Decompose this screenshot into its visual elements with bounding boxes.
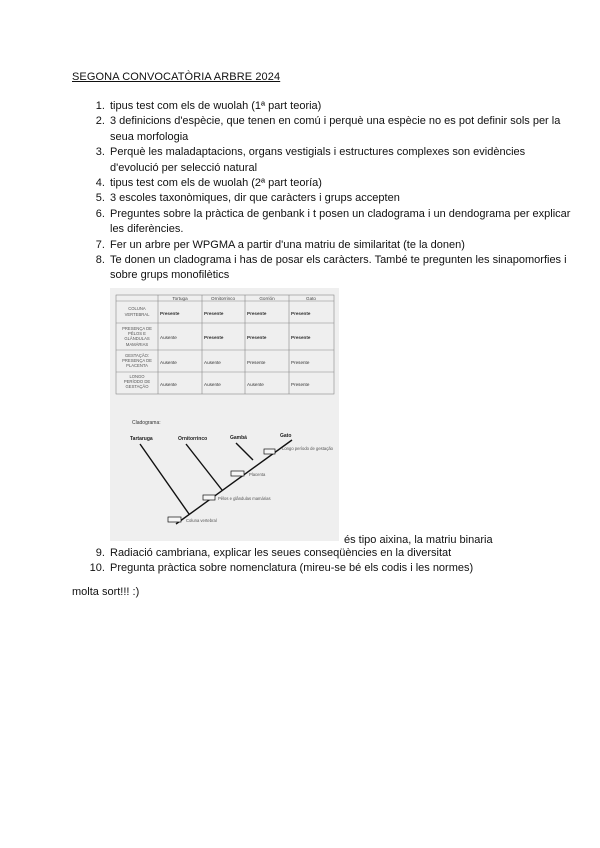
row-label-line: PLACENTA bbox=[126, 362, 148, 368]
list-item: 9. Radiació cambriana, explicar les seues conseqüències en la diversitat bbox=[108, 546, 573, 561]
character-mark bbox=[231, 471, 244, 476]
taxon-label: Gato bbox=[280, 432, 292, 439]
figure-row bbox=[110, 288, 573, 546]
row-label-line: GLÂNDULAS bbox=[124, 335, 150, 341]
taxon-label: Gambá bbox=[230, 434, 247, 441]
row-label-line: PRESENÇA DE bbox=[122, 325, 152, 331]
figure-image bbox=[110, 288, 339, 541]
table-cell: Presente bbox=[204, 334, 224, 340]
page-title: SEGONA CONVOCATÒRIA ARBRE 2024 bbox=[72, 71, 281, 83]
list-item: 2. 3 definicions d'espècie, que tenen en comú i perquè una espècie no es pot definir sols per la seua morfologia bbox=[108, 114, 573, 145]
character-label: Placenta bbox=[249, 471, 266, 477]
table-header: Ornitorrinco bbox=[211, 295, 235, 301]
table-cell: Presente bbox=[291, 310, 311, 316]
question-list bbox=[72, 99, 573, 577]
row-label-line: PERÍODO DE bbox=[123, 378, 151, 384]
table-cell: Presente bbox=[247, 334, 267, 340]
row-label-line: GESTAÇÃO: bbox=[124, 352, 150, 358]
table-cell: Ausente bbox=[247, 381, 264, 387]
list-item: 3. Perquè les maladaptacions, organs vestigials i estructures complexes son evidències d'evolució per selecció natural bbox=[108, 145, 573, 176]
list-item: 10. Pregunta pràctica sobre nomenclatura (mireu-se bé els codis i les normes) bbox=[108, 561, 573, 576]
row-label-line: GESTAÇÃO bbox=[125, 383, 149, 389]
row-label-line: VERTEBRAL bbox=[124, 311, 150, 317]
row-label-line: PRESENÇA DE bbox=[122, 357, 152, 363]
list-item: 5. 3 escoles taxonòmiques, dir que caràcters i grups accepten bbox=[108, 191, 573, 206]
table-cell: Presente bbox=[291, 359, 310, 365]
table-cell: Presente bbox=[291, 381, 310, 387]
table-and-cladogram-figure bbox=[110, 288, 339, 541]
table-header: Tortuga bbox=[172, 295, 188, 301]
table-cell: Ausente bbox=[204, 381, 221, 387]
list-item: 1. tipus test com els de wuolah (1ª part teoria) bbox=[108, 99, 573, 114]
character-mark bbox=[203, 495, 215, 500]
character-label: Pêlos e glândulas mamárias bbox=[218, 495, 271, 501]
table-cell: Ausente bbox=[160, 381, 177, 387]
table-cell: Presente bbox=[204, 310, 224, 316]
taxon-label: Tartaruga bbox=[130, 435, 153, 442]
table-cell: Ausente bbox=[160, 359, 177, 365]
character-label: Longo período de gestação bbox=[282, 445, 333, 451]
row-label-line: MAMÁRIAS bbox=[125, 341, 149, 347]
row-label-line: COLUNA bbox=[128, 305, 146, 311]
figure-caption: és tipo aixina, la matriu binaria bbox=[344, 534, 493, 547]
row-label-line: PÊLOS E bbox=[128, 330, 146, 336]
table-cell: Presente bbox=[247, 310, 267, 316]
list-item-text: Te donen un cladograma i has de posar els caràcters. També te pregunten les sinapomorfies i sobre grups monofilètics bbox=[110, 254, 567, 282]
taxon-label: Ornitorrinco bbox=[178, 435, 208, 442]
table-cell: Ausente bbox=[204, 359, 221, 365]
list-item: 6. Preguntes sobre la pràctica de genbank i t posen un cladograma i un dendograma per explicar les diferències. bbox=[108, 207, 573, 238]
table-cell: Presente bbox=[247, 359, 266, 365]
character-mark bbox=[168, 517, 181, 522]
list-item: 4. tipus test com els de wuolah (2ª part teoría) bbox=[108, 176, 573, 191]
list-item: 7. Fer un arbre per WPGMA a partir d'una matriu de similaritat (te la donen) bbox=[108, 238, 573, 253]
table-header: Gato bbox=[306, 295, 316, 301]
character-mark bbox=[264, 449, 275, 454]
character-label: Coluna vertebral bbox=[186, 517, 217, 523]
table-header: Gorrión bbox=[259, 295, 275, 301]
list-item-with-figure bbox=[108, 253, 573, 546]
table-cell: Ausente bbox=[160, 334, 177, 340]
table-cell: Presente bbox=[291, 334, 311, 340]
table-cell: Presente bbox=[160, 310, 180, 316]
cladogram-heading: Cladograma: bbox=[132, 419, 161, 426]
closing-note: molta sort!!! :) bbox=[72, 586, 140, 598]
row-label-line: LONGO bbox=[129, 373, 145, 379]
